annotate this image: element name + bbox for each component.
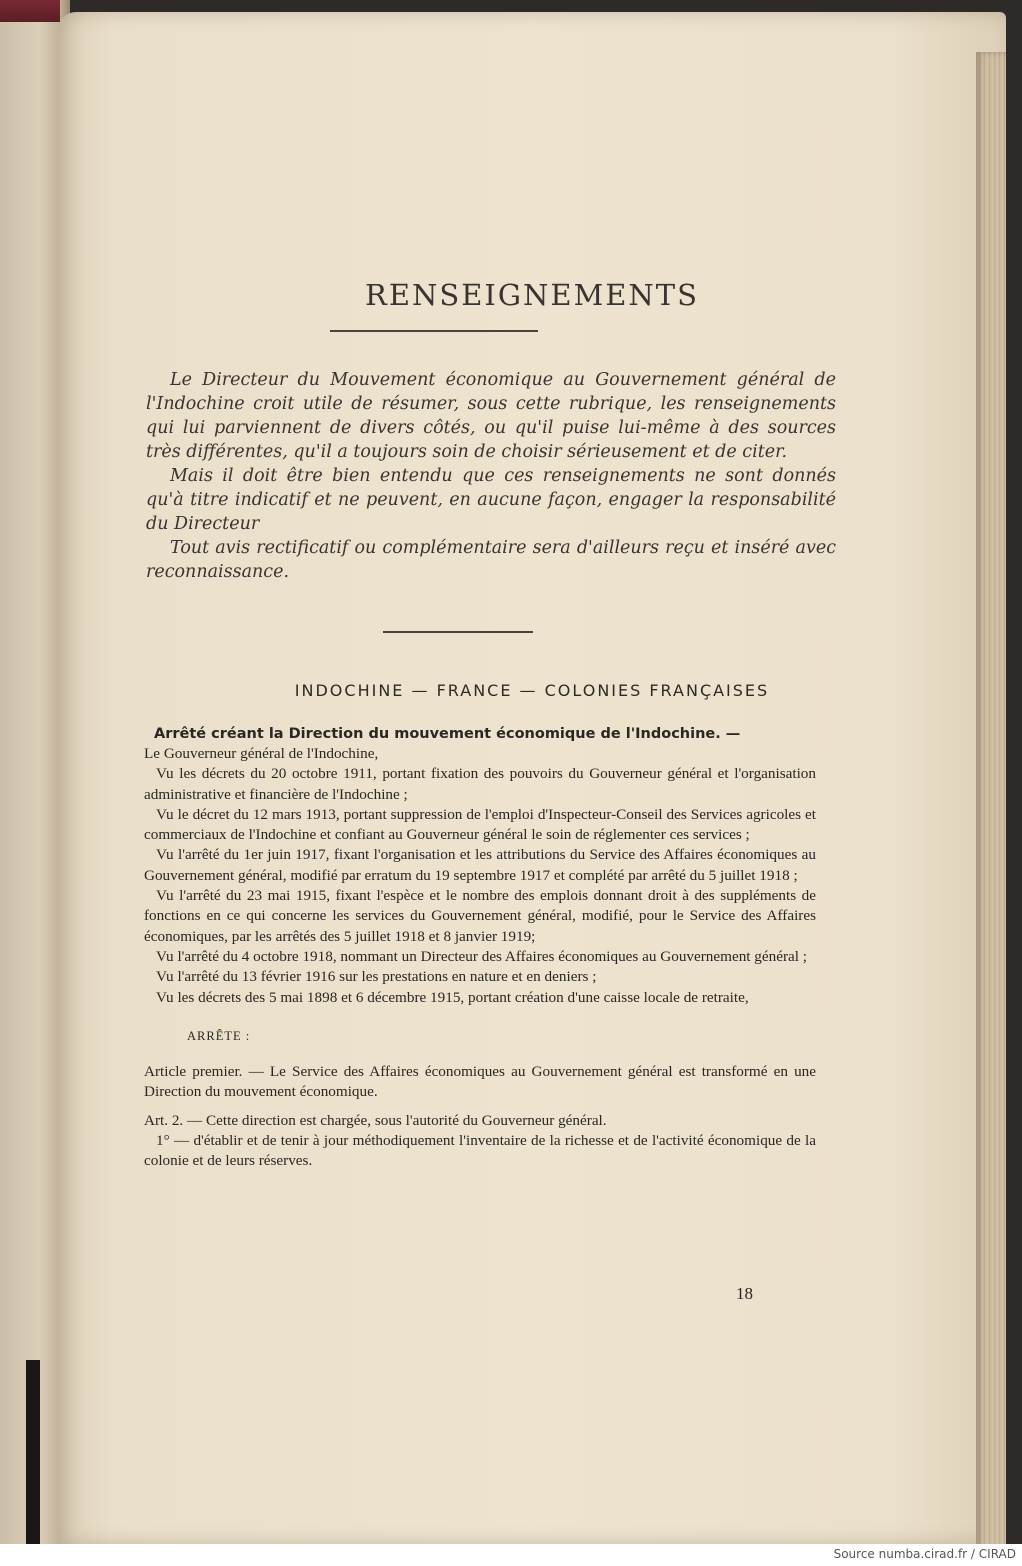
considerant: Vu l'arrêté du 4 octobre 1918, nommant un Directeur des Affaires économiques au Gouvernement général ; (156, 947, 808, 965)
intro-paragraph: Le Directeur du Mouvement économique au Gouvernement général de l'Indochine croit utile de résumer, sous cette rubrique, les renseignements qui lui parviennent de divers côtés, ou qu'il puise lui-même à des sources très différentes, qu'il a toujours soin de choisir sérieusement et de citer. (146, 370, 836, 462)
section-rule (383, 631, 533, 633)
source-credit: Source numba.cirad.fr / CIRAD (833, 1547, 1016, 1561)
article-2: Art. 2. — Cette direction est chargée, sous l'autorité du Gouverneur général. (144, 1111, 607, 1129)
section-heading: INDOCHINE — FRANCE — COLONIES FRANÇAISES (294, 681, 770, 700)
considerant: Vu l'arrêté du 13 février 1916 sur les prestations en nature et en deniers ; (156, 968, 597, 986)
page-stack-edge (976, 52, 1006, 1544)
arrete-opening: Le Gouverneur général de l'Indochine, (144, 745, 379, 762)
arrete-label: ARRÊTE : (187, 1028, 251, 1043)
considerant: Vu les décrets des 5 mai 1898 et 6 décembre 1915, portant création d'une caisse locale de retraite, (156, 988, 749, 1006)
arrete-body (144, 724, 816, 1172)
page-number: 18 (736, 1284, 753, 1303)
considerant: Vu l'arrêté du 1er juin 1917, fixant l'organisation et les attributions du Service des Affaires économiques au Gouvernement général, modifié par erratum du 19 septembre 1917 et complété par arrêté du 5 juillet 1918 ; (144, 846, 816, 884)
considerant: Vu l'arrêté du 23 mai 1915, fixant l'espèce et le nombre des emplois donnant droit à des suppléments de fonctions en ce qui concerne les services du Gouvernement général, modifié, pour le Service des Affaires économiques, par les arrêtés des 5 juillet 1918 et 8 janvier 1919; (144, 887, 816, 945)
considerant: Vu les décrets du 20 octobre 1911, portant fixation des pouvoirs du Gouverneur général et l'organisation administrative et financière de l'Indochine ; (144, 765, 816, 803)
binding-spine (26, 1360, 40, 1544)
intro-paragraph: Tout avis rectificatif ou complémentaire sera d'ailleurs reçu et inséré avec reconnaissance. (146, 538, 836, 582)
considerant: Vu le décret du 12 mars 1913, portant suppression de l'emploi d'Inspecteur-Conseil des Services agricoles et commerciaux de l'Indochine et confiant au Gouverneur général le soin de réglementer ces services ; (144, 805, 816, 844)
intro-text (146, 368, 836, 584)
intro-paragraph: Mais il doit être bien entendu que ces renseignements ne sont donnés qu'à titre indicatif et ne peuvent, en aucune façon, engager la responsabilité du Directeur (146, 466, 836, 534)
page-title: RENSEIGNEMENTS (364, 278, 700, 312)
article-2-item: 1° — d'établir et de tenir à jour méthodiquement l'inventaire de la richesse et de l'activité économique de la colonie et de leurs réserves. (144, 1132, 816, 1170)
binding-ribbon (0, 0, 60, 22)
article-1: Article premier. — Le Service des Affaires économiques au Gouvernement général est transformé en une Direction du mouvement économique. (144, 1063, 816, 1101)
arrete-title: Arrêté créant la Direction du mouvement économique de l'Indochine. — (154, 726, 741, 742)
title-rule (330, 330, 538, 332)
